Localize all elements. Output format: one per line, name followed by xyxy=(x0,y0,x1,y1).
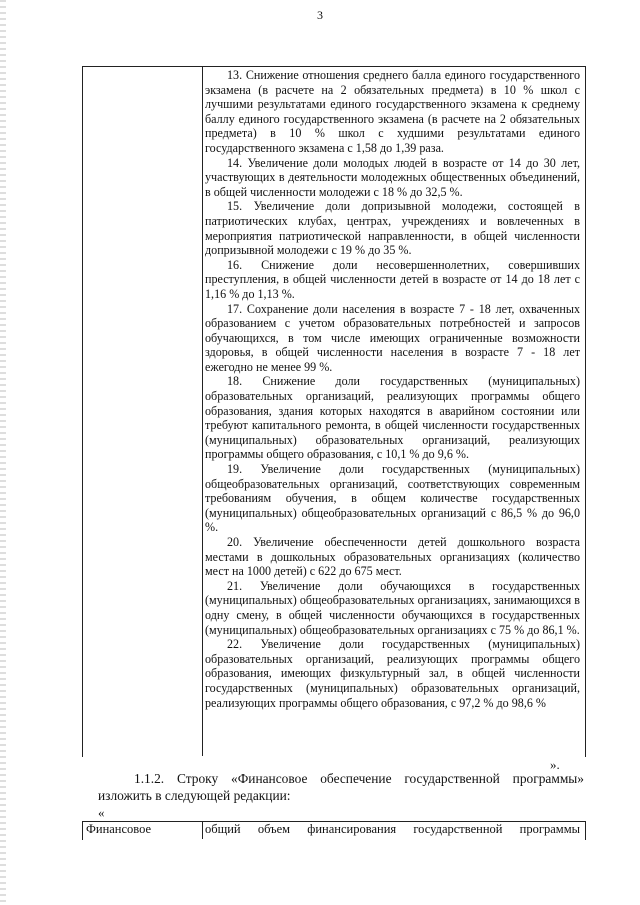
page-number: 3 xyxy=(317,8,323,22)
indicator-item-19: 19. Увеличение доли государственных (муниципальных) общеобразовательных организаций, соответствующих современным требованиям обучения, в общем количестве государственных (муниципальных) общеобразовательных организаций с 86,5 % до 96,0 %. xyxy=(205,462,580,535)
indicator-item-21: 21. Увеличение доли обучающихся в государственных (муниципальных) общеобразовательных организациях, занимающихся в одну смену, в общей численности обучающихся в государственных (муниципальных) общеобразовательных организациях с 75 % до 86,1 %. xyxy=(205,578,580,637)
indicator-item-15: 15. Увеличение доли допризывной молодежи, состоящей в патриотических клубах, центрах, учреждениях и вовлеченных в мероприятия патриотической направленности, в общей численности допризывной молодежи с 19 % до 35 %. xyxy=(205,199,580,258)
indicators-cell xyxy=(205,68,580,710)
indicator-item-14: 14. Увеличение доли молодых людей в возрасте от 14 до 30 лет, участвующих в деятельности молодежных общественных объединений, в общей численности молодежи с 18 % до 32,5 %. xyxy=(205,155,580,199)
opening-quote: « xyxy=(98,805,105,820)
indicator-item-13: 13. Снижение отношения среднего балла единого государственного экзамена (в расчете на 2 обязательных предмета) в 10 % школ с лучшими результатами единого государственного экзамена к среднему баллу единого государственного экзамена (в расчете на 2 обязательных предмета) в 10 % школ с худшими результатами единого государственного экзамена с 1,58 до 1,39 раза. xyxy=(205,68,580,155)
scan-edge-artifact xyxy=(0,0,6,905)
indicator-item-22: 22. Увеличение доли государственных (муниципальных) образовательных организаций, реализующих программы общего образования, имеющих физкультурный зал, в общей численности государственных (муниципальных) образовательных организаций, реализующих программы общего образования, с 97,2 % до 98,6 % xyxy=(205,637,580,710)
indicator-item-17: 17. Сохранение доли населения в возрасте 7 - 18 лет, охваченных образованием с учетом образовательных потребностей и запросов обучающихся, в том числе имеющих ограниченные возможности здоровья, в общей численности населения в возрасте 7 - 18 лет ежегодно не менее 99 %. xyxy=(205,301,580,374)
indicator-item-18: 18. Снижение доли государственных (муниципальных) образовательных организаций, реализующих программы общего образования, здания которых находятся в аварийном состоянии или требуют капитального ремонта, в общей численности государственных (муниципальных) образовательных организаций, реализующих программы общего образования, с 10,1 % до 9,6 %. xyxy=(205,374,580,462)
indicator-item-16: 16. Снижение доли несовершеннолетних, совершивших преступления, в общей численности детей в возрасте от 14 до 18 лет с 1,16 % до 1,13 %. xyxy=(205,257,580,301)
indicator-item-20: 20. Увеличение обеспеченности детей дошкольного возраста местами в дошкольных образовательных организациях (количество мест на 1000 детей) с 622 до 675 мест. xyxy=(205,535,580,579)
financing-value: общий объем финансирования государственной программы xyxy=(205,822,580,836)
financing-table-divider xyxy=(202,821,203,839)
amendment-clause: 1.1.2. Строку «Финансовое обеспечение государственной программы» изложить в следующей редакции: xyxy=(98,771,584,803)
table-column-divider xyxy=(202,66,203,756)
financing-label: Финансовое xyxy=(86,822,152,836)
closing-quote: ». xyxy=(550,757,560,772)
